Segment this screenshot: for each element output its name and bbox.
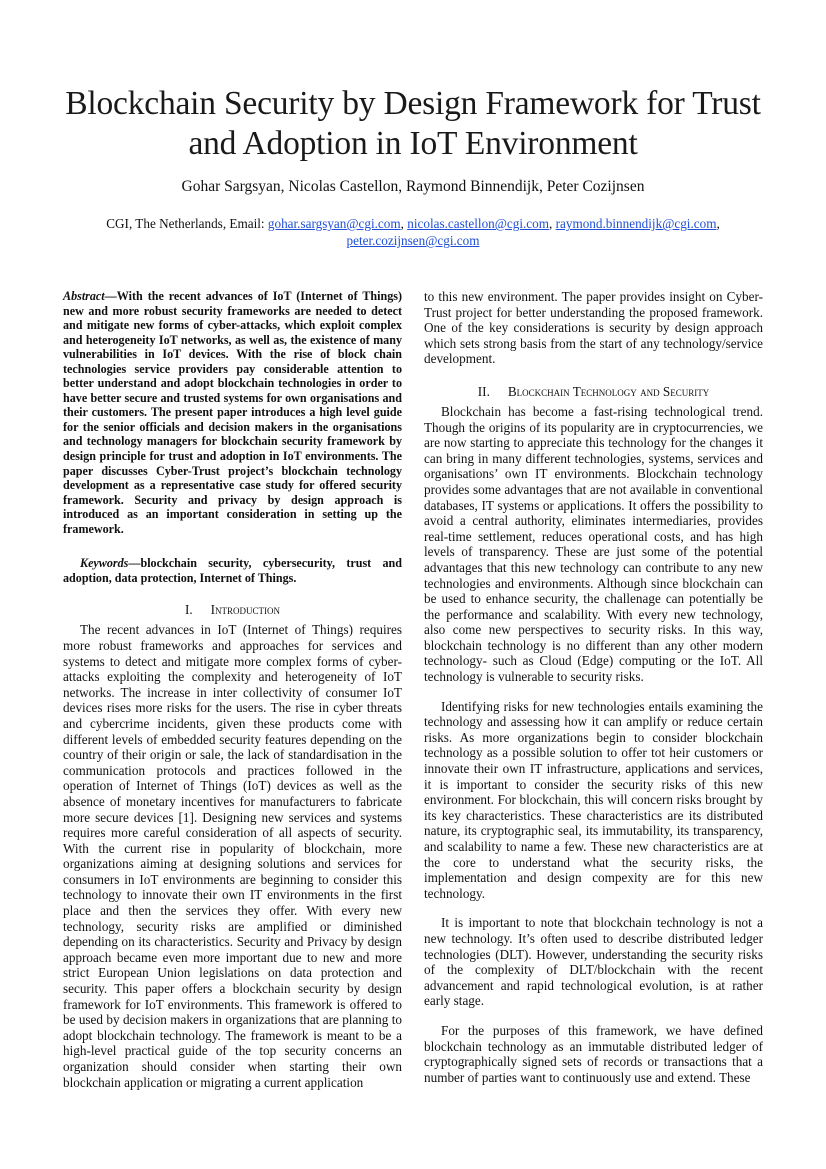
paper-title: Blockchain Security by Design Framework for Trust and Adoption in IoT Environment	[65, 85, 761, 162]
section-number: I.	[184, 602, 193, 618]
paragraph: Identifying risks for new technologies entails examining the technology and assessing how it can amplify or reduce certain risks. As more organizations begin to consider blockchain technology as a possible solution to offer tot heir customers or innovate their own IT infrastructure, applications and services, it is important to consider the security risks of this new environment. For blockchain, this will concern risks brought by its key characteristics. These characteristics are its distributed nature, its cryptographic seal, its immutability, its transparency, and scalability to name a few. These new characteristics are at the core to understand what the security risks, the implementation and design compexity are for this new technology.	[424, 698, 763, 901]
paragraph: Blockchain has become a fast-rising technological trend. Though the origins of its popularity are in cryptocurrencies, we are now starting to appreciate this technology for the changes it can bring in many different technologies, systems, services and organisations’ own IT environments. Blockchain technology provides some advantages that are not available in conventional databases, IT systems or applications. It offers the possibility to avoid a central authority, eliminates intermediaries, provides real-time settlement, reduces operational costs, and has high levels of transparency. These are just some of the potential advantages that this new technology can contribute to any new technologies and environments. Although since blockchain can be used to enhance security, the challenage can potentially be the performance and scalability. With every new technology, also come new perspectives to security risks. In this way, blockchain technology is no different than any other modern technology- such as Cloud (Edge) computing or the IoT. All technology is vulnerable to security risks.	[424, 403, 763, 685]
email-link-sargsyan[interactable]: gohar.sargsyan@cgi.com	[267, 216, 401, 231]
abstract: Abstract—With the recent advances of IoT (Internet of Things) new and more robust security frameworks are needed to detect and mitigate new forms of cyber-attacks, which exploit complex and heterogeneity IoT networks, as well as, the existence of many vulnerabilities in IoT devices. With the rise of block chain technologies service providers pay considerable attention to better understand and adopt blockchain technologies in order to have better secure and trusted systems for own organisations and their customers. The present paper introduces a high level guide for the senior officials and decision makers in the organisations and technology managers for blockchain security framework by design principle for trust and adoption in IoT environments. The paper discusses Cyber-Trust project’s blockchain technology development as a representative case study for offered security framework. Security and privacy by design approach is introduced as an important consideration in setting up the framework.	[63, 289, 402, 536]
section-heading-blockchain-security	[424, 384, 763, 400]
keywords: Keywords—blockchain security, cybersecurity, trust and adoption, data protection, Internet of Things.	[63, 556, 402, 585]
paragraph: The recent advances in IoT (Internet of Things) requires more robust frameworks and approaches for services and systems to detect and mitigate more complex forms of cyber-attacks exploiting the complexity and heterogeneity of IoT networks. The increase in inter collectivity of consumer IoT devices rises more risks for the users. The rise in cyber threats and cybercrime incidents, given these products come with different levels of embedded security features depending on the country of their origin or sale, the lack of standardisation in the communication protocols and practices followed in the operation of Internet of Things (IoT) devices as well as the absence of monetary incentives for manufacturers to fabricate more secure devices [1]. Designing new services and systems requires more careful consideration of all aspects of security. With the current rise in popularity of blockchain, more organizations aiming at designing solutions and services for consumers in IoT environments are beginning to consider this technology to innovate their own IT environments in the first place and then the services they offer. With every new technology, security risks are amplified or diminished depending on its characteristics. Security and Privacy by design approach became even more important due to new and more strict European Union legislations on data protection and security. This paper offers a blockchain security by design framework for IoT environments. This framework is offered to be used by decision makers in organizations that are planning to adopt blockchain technology. The framework is meant to be a high-level practical guide of the top security concerns an organization should consider when starting their own blockchain application or migrating a current application	[63, 622, 402, 1090]
section-title: Blockchain Technology and Security	[507, 383, 710, 399]
affiliation-text: CGI, The Netherlands, Email:	[106, 216, 268, 231]
left-column	[63, 289, 402, 1090]
affiliation: CGI, The Netherlands, Email: gohar.sargsyan@cgi.com, nicolas.castellon@cgi.com, raymond.binnendijk@cgi.com, peter.cozijnsen@cgi.com	[106, 216, 720, 248]
section-body-introduction	[63, 622, 402, 1090]
section-title: Introduction	[210, 602, 281, 618]
email-link-cozijnsen[interactable]: peter.cozijnsen@cgi.com	[346, 233, 480, 248]
paragraph: For the purposes of this framework, we have defined blockchain technology as an immutable distributed ledger of cryptographically signed sets of records or transactions that a number of parties want to continuously use and extend. These	[424, 1022, 763, 1085]
abstract-text: With the recent advances of IoT (Internet of Things) new and more robust security frameworks are needed to detect and mitigate new forms of cyber-attacks, which exploit complex and heterogeneity IoT networks, as well as, the existence of many vulnerabilities in IoT devices. With the rise of block chain technologies service providers pay considerable attention to better understand and adopt blockchain technologies in order to have better secure and trusted systems for own organisations and their customers. The present paper introduces a high level guide for the senior officials and decision makers in the organisations and technology managers for blockchain security framework by design principle for trust and adoption in IoT environments. The paper discusses Cyber-Trust project’s blockchain technology development as a representative case study for offered security framework. Security and privacy by design approach is introduced as an important consideration in setting up the framework.	[63, 289, 402, 536]
right-column	[424, 289, 763, 1085]
paragraph: It is important to note that blockchain technology is not a new technology. It’s often used to describe distributed ledger technologies (DLT). However, understanding the security risks of the complexity of DLT/blockchain with the recent advancement and rapid technological evolution, is at rather early stage.	[424, 915, 763, 1009]
abstract-label: Abstract	[63, 289, 105, 303]
keywords-text: blockchain security, cybersecurity, trust and adoption, data protection, Internet of Things.	[63, 556, 402, 585]
author-list: Gohar Sargsyan, Nicolas Castellon, Raymond Binnendijk, Peter Cozijnsen	[181, 178, 645, 195]
paragraph: to this new environment. The paper provides insight on Cyber-Trust project for better understanding the proposed framework. One of the key considerations is security by design approach which sets strong basis from the start of any technology/service development.	[424, 289, 763, 367]
email-link-castellon[interactable]: nicolas.castellon@cgi.com	[407, 216, 550, 231]
email-link-binnendijk[interactable]: raymond.binnendijk@cgi.com	[555, 216, 717, 231]
section-number: II.	[477, 383, 490, 399]
section-body-blockchain-security	[424, 404, 763, 1085]
keywords-label: Keywords	[80, 556, 129, 571]
section-heading-introduction	[63, 602, 402, 618]
section-body-introduction-continued	[424, 289, 763, 367]
